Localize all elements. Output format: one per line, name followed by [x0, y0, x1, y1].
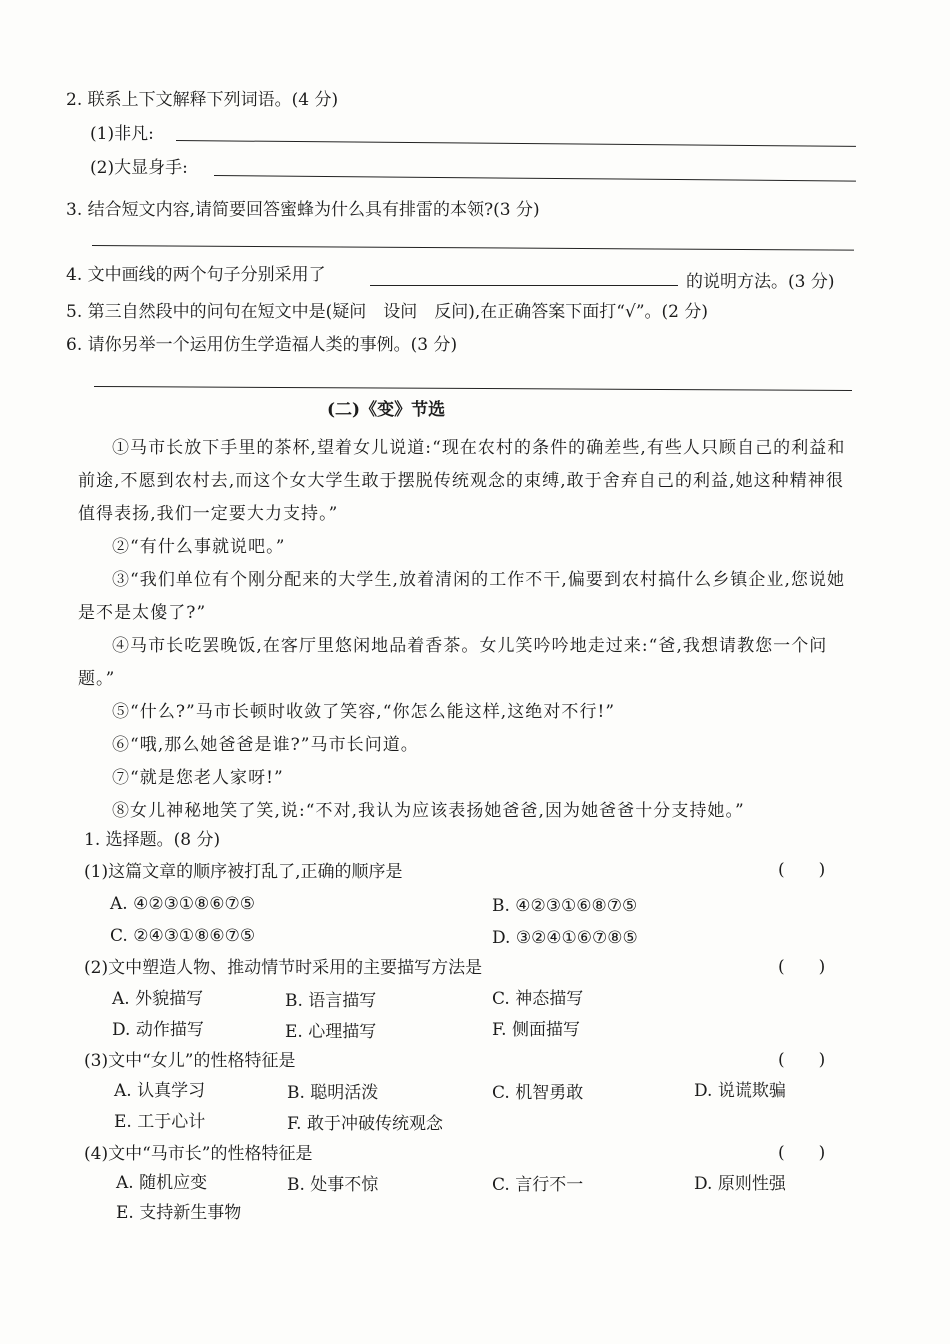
question-4-suffix: 的说明方法。(3 分)	[686, 272, 835, 292]
choice-4-option-b[interactable]: B. 处事不惊	[287, 1175, 379, 1195]
paragraph-3: ③“我们单位有个刚分配来的大学生,放着清闲的工作不干,偏要到农村搞什么乡镇企业,您说她是不是太傻了?”	[78, 570, 846, 623]
choice-3-stem: (3)文中“女儿”的性格特征是	[84, 1051, 296, 1071]
answer-line-3[interactable]	[92, 245, 854, 251]
question-2: 2. 联系上下文解释下列词语。(4 分)	[66, 90, 339, 110]
choice-2-option-e[interactable]: E. 心理描写	[285, 1022, 377, 1042]
answer-line-4[interactable]	[370, 285, 678, 286]
choice-4-option-a[interactable]: A. 随机应变	[116, 1173, 208, 1193]
question-4-prefix: 4. 文中画线的两个句子分别采用了	[66, 265, 326, 285]
question-6: 6. 请你另举一个运用仿生学造福人类的事例。(3 分)	[66, 335, 458, 355]
choice-4-option-c[interactable]: C. 言行不一	[492, 1175, 584, 1195]
choice-4-stem: (4)文中“马市长”的性格特征是	[84, 1144, 313, 1164]
answer-line-6[interactable]	[94, 386, 852, 391]
question-2-item-2: (2)大显身手:	[90, 158, 188, 178]
answer-line-2-1[interactable]	[176, 140, 856, 147]
answer-paren-3[interactable]: ( )	[778, 1050, 826, 1070]
choice-4-option-d[interactable]: D. 原则性强	[694, 1174, 786, 1194]
choice-2-option-f[interactable]: F. 侧面描写	[492, 1020, 580, 1040]
choice-1-option-d[interactable]: D. ③②④①⑥⑦⑧⑤	[492, 928, 638, 948]
paragraph-2: ②“有什么事就说吧。”	[112, 537, 286, 557]
choice-3-option-b[interactable]: B. 聪明活泼	[287, 1083, 379, 1103]
choice-3-option-a[interactable]: A. 认真学习	[114, 1081, 206, 1101]
choice-3-option-c[interactable]: C. 机智勇敢	[492, 1083, 584, 1103]
question-2-item-1: (1)非凡:	[90, 124, 154, 144]
choice-3-option-e[interactable]: E. 工于心计	[114, 1112, 206, 1132]
section-title: (二)《变》节选	[327, 400, 446, 420]
choice-2-option-c[interactable]: C. 神态描写	[492, 989, 584, 1009]
answer-paren-2[interactable]: ( )	[778, 957, 826, 977]
question-5: 5. 第三自然段中的问句在短文中是(疑问 设问 反问),在正确答案下面打“√”。(2 分)	[66, 302, 708, 322]
paragraph-7: ⑦“就是您老人家呀!”	[112, 768, 284, 788]
paragraph-5: ⑤“什么?”马市长顿时收敛了笑容,“你怎么能这样,这绝对不行!”	[112, 702, 616, 722]
paragraph-1: ①马市长放下手里的茶杯,望着女儿说道:“现在农村的条件的确差些,有些人只顾自己的利益和前途,不愿到农村去,而这个女大学生敢于摆脱传统观念的束缚,敢于舍弃自己的利益,她这种精神很值得表扬,我们一定要大力支持。”	[78, 438, 846, 524]
paragraph-8: ⑧女儿神秘地笑了笑,说:“不对,我认为应该表扬她爸爸,因为她爸爸十分支持她。”	[112, 801, 745, 821]
answer-paren-1[interactable]: ( )	[778, 860, 826, 880]
choice-3-option-f[interactable]: F. 敢于冲破传统观念	[287, 1114, 443, 1134]
paragraph-6: ⑥“哦,那么她爸爸是谁?”马市长问道。	[112, 735, 419, 755]
choice-1-option-a[interactable]: A. ④②③①⑧⑥⑦⑤	[110, 894, 256, 914]
choice-2-option-d[interactable]: D. 动作描写	[112, 1020, 204, 1040]
paragraph-4: ④马市长吃罢晚饭,在客厅里悠闲地品着香茶。女儿笑吟吟地走过来:“爸,我想请教您一个问题。”	[78, 636, 828, 689]
choice-1-option-c[interactable]: C. ②④③①⑧⑥⑦⑤	[110, 926, 256, 946]
choice-heading: 1. 选择题。(8 分)	[84, 830, 221, 850]
passage	[78, 432, 858, 828]
answer-paren-4[interactable]: ( )	[778, 1143, 826, 1163]
choice-2-option-b[interactable]: B. 语言描写	[285, 991, 377, 1011]
choice-3-option-d[interactable]: D. 说谎欺骗	[694, 1081, 786, 1101]
choice-1-option-b[interactable]: B. ④②③①⑥⑧⑦⑤	[492, 896, 638, 916]
answer-line-2-2[interactable]	[214, 175, 856, 182]
choice-4-option-e[interactable]: E. 支持新生事物	[116, 1203, 242, 1223]
question-3: 3. 结合短文内容,请简要回答蜜蜂为什么具有排雷的本领?(3 分)	[66, 200, 540, 220]
choice-2-option-a[interactable]: A. 外貌描写	[112, 989, 204, 1009]
choice-2-stem: (2)文中塑造人物、推动情节时采用的主要描写方法是	[84, 958, 483, 978]
choice-1-stem: (1)这篇文章的顺序被打乱了,正确的顺序是	[84, 862, 403, 882]
